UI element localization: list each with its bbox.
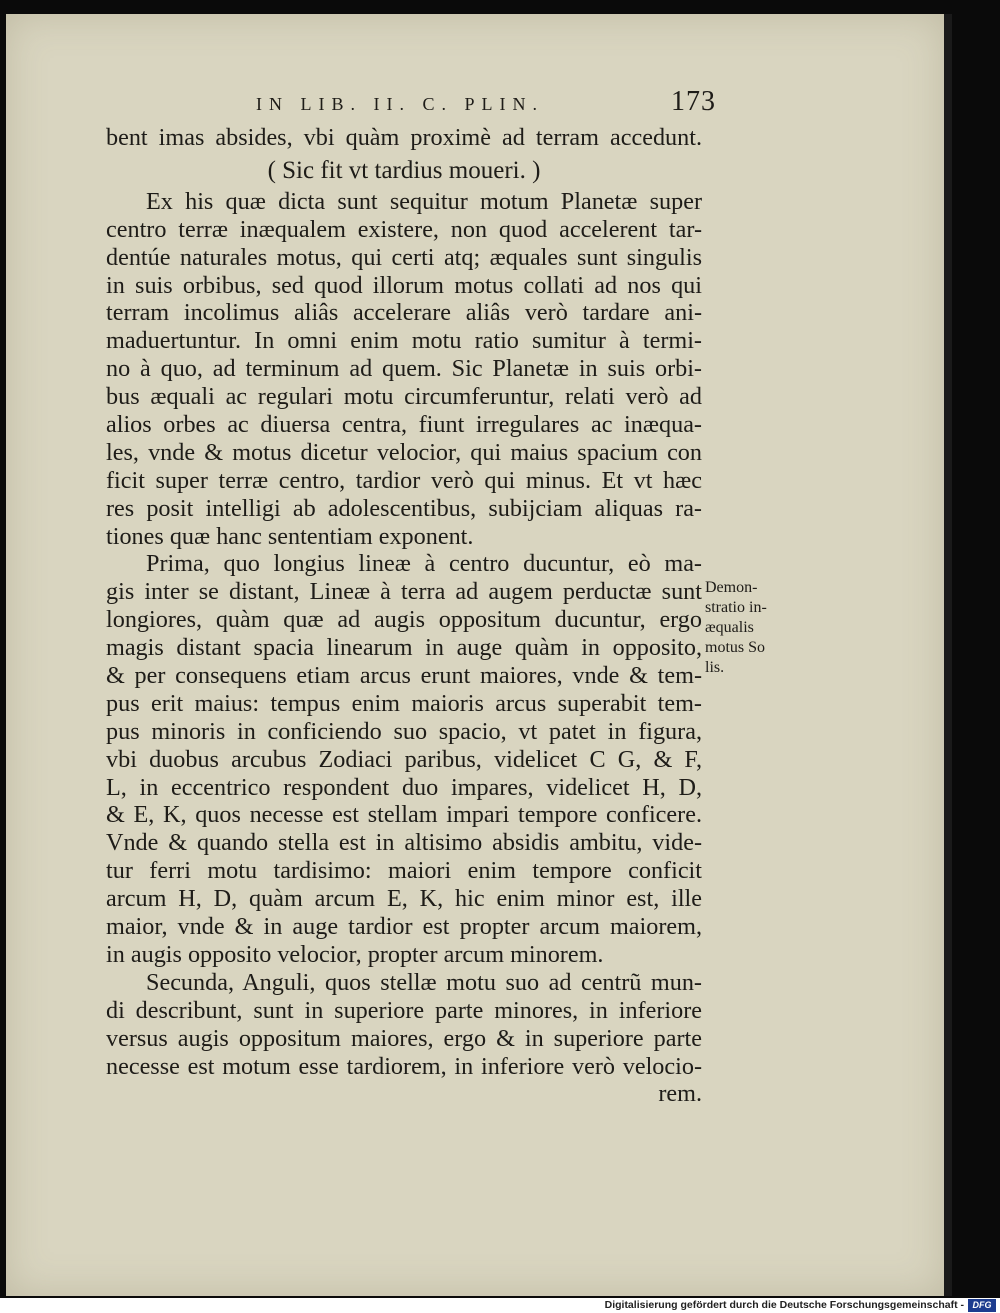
text-line: Ex his quæ dicta sunt sequitur motum Planetæ super (146, 187, 702, 215)
running-head: IN LIB. II. C. PLIN. (256, 94, 544, 114)
margin-note-line: Demon- (705, 579, 758, 596)
text-line: di describunt, sunt in superiore parte minores, in inferiore (106, 996, 702, 1024)
text-line: necesse est motum esse tardiorem, in inferiore verò velocio- (106, 1052, 702, 1080)
text-line: maior, vnde & in auge tardior est propter arcum maiorem, (106, 913, 702, 941)
text-line: no à quo, ad terminum ad quem. Sic Planetæ in suis orbi- (106, 355, 702, 383)
margin-note-line: stratio in- (705, 599, 767, 616)
digitization-credit: Digitalisierung gefördert durch die Deutsche Forschungsgemeinschaft - (604, 1299, 964, 1311)
text-line: & per consequens etiam arcus erunt maiores, vnde & tem- (106, 662, 702, 690)
text-line: pus minoris in conficiendo suo spacio, vt patet in figura, (106, 717, 702, 745)
text-line: magis distant spacia linearum in auge quàm in opposito, (106, 634, 702, 662)
margin-note-line: motus So (705, 639, 766, 656)
footer-bar (0, 1298, 1000, 1313)
section-heading: ( Sic fit vt tardius moueri. ) (267, 156, 541, 184)
text-line: pus erit maius: tempus enim maioris arcus superabit tem- (106, 689, 702, 717)
text-line: tur ferri motu tardisimo: maiori enim tempore conficit (106, 857, 702, 885)
text-line: L, in eccentrico respondent duo impares, videlicet H, D, (106, 773, 702, 801)
text-line: les, vnde & motus dicetur velocior, qui maius spacium con (106, 438, 702, 466)
text-line: bus æquali ac regulari motu circumferuntur, relati verò ad (106, 383, 702, 411)
text-line: ficit super terræ centro, tardior verò qui minus. Et vt hæc (106, 466, 702, 494)
text-line: arcum H, D, quàm arcum E, K, hic enim minor est, ille (106, 885, 702, 913)
text-line: vbi duobus arcubus Zodiaci paribus, videlicet C G, & F, (106, 745, 702, 773)
body-text (106, 124, 702, 1108)
text-line: terram incolimus aliâs accelerare aliâs verò tardare ani- (106, 299, 702, 327)
text-line: Secunda, Anguli, quos stellæ motu suo ad centrũ mun- (146, 968, 702, 996)
text-line: Prima, quo longius lineæ à centro ducuntur, eò ma- (146, 550, 702, 578)
page-header (256, 86, 716, 122)
text-line: bent imas absides, vbi quàm proximè ad terram accedunt. (106, 124, 702, 151)
text-line: maduertuntur. In omni enim motu ratio sumitur à termi- (106, 327, 702, 355)
text-line: & E, K, quos necesse est stellam impari tempore conficere. (106, 801, 702, 829)
text-line: res posit intelligi ab adolescentibus, subijciam aliquas ra- (106, 494, 702, 522)
margin-note-line: æqualis (705, 619, 754, 636)
catchword: rem. (658, 1080, 702, 1108)
margin-note-line: lis. (705, 659, 725, 676)
text-line: versus augis oppositum maiores, ergo & in superiore parte (106, 1024, 702, 1052)
text-line: alios orbes ac diuersa centra, fiunt irregulares ac inæqua- (106, 411, 702, 439)
page-number: 173 (671, 86, 716, 117)
text-line: in suis orbibus, sed quod illorum motus collati ad nos qui (106, 271, 702, 299)
margin-note (705, 578, 795, 678)
text-line: dentúe naturales motus, qui certi atq; æquales sunt singulis (106, 243, 702, 271)
text-line: tiones quæ hanc sententiam exponent. (106, 522, 474, 550)
text-line: longiores, quàm quæ ad augis oppositum ducuntur, ergo (106, 606, 702, 634)
text-line: in augis opposito velocior, propter arcum minorem. (106, 940, 604, 968)
text-line: Vnde & quando stella est in altisimo absidis ambitu, vide- (106, 829, 702, 857)
text-line: gis inter se distant, Lineæ à terra ad augem perductæ sunt (106, 578, 702, 606)
page-edge-shadow (944, 14, 952, 1296)
text-line: centro terræ inæqualem existere, non quod accelerent tar- (106, 215, 702, 243)
dfg-logo: DFG (968, 1299, 996, 1312)
